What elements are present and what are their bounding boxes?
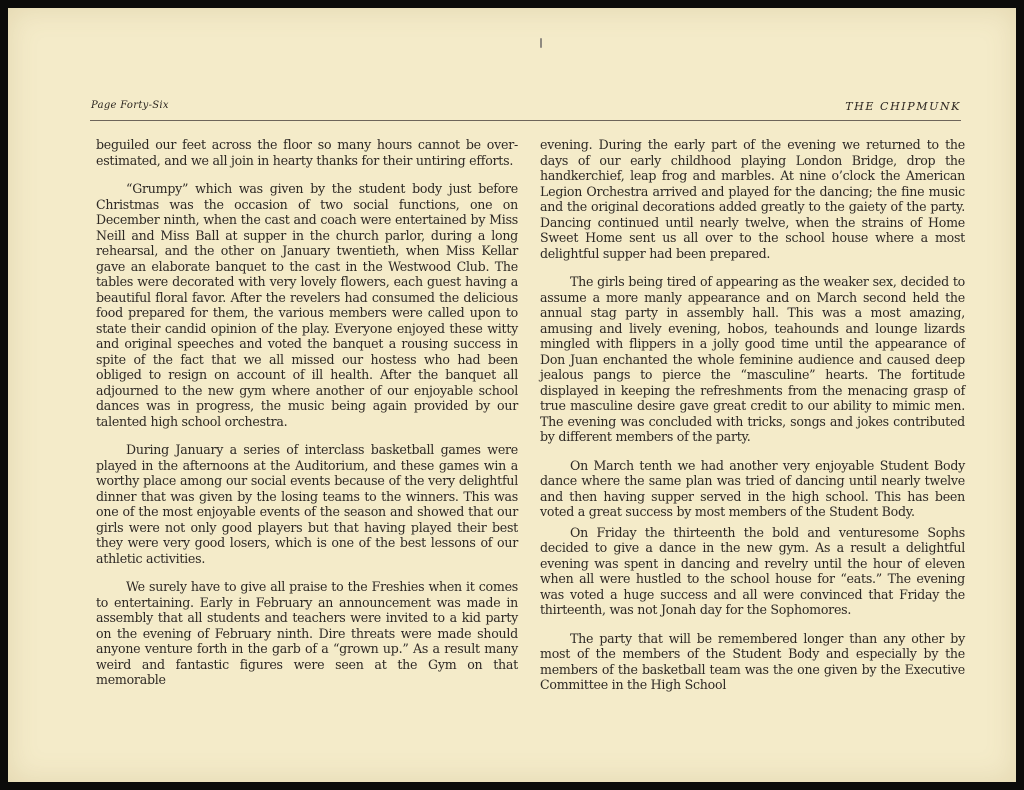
page-number-header: Page Forty-Six <box>91 100 169 111</box>
left-paragraph-2: “Grumpy” which was given by the student body just before Christmas was the occasion of two social functions, one on December ninth, when the cast and coach were entertained by Miss Neill and Miss Ball at supper in the church parlor, during a long rehearsal, and the other on January twentieth, when Miss Kellar gave an elaborate banquet to the cast in the Westwood Club. The tables were decorated with very lovely flowers, each guest having a beautiful floral favor. After the revelers had consumed the delicious food prepared for them, the various members were called upon to state their candid opinion of the play. Everyone enjoyed these witty and original speeches and voted the banquet a rousing success in spite of the fact that we all missed our hostess who had been obliged to resign on account of ill health. After the banquet all adjourned to the new gym where another of our enjoyable school dances was in progress, the music being again provided by our talented high school orchestra. <box>96 181 518 429</box>
left-column <box>96 137 518 701</box>
binding-mark <box>540 38 542 48</box>
left-paragraph-3: During January a series of interclass basketball games were played in the afternoons at the Auditorium, and these games win a worthy place among our social events because of the very delightful dinner that was given by the losing teams to the winners. This was one of the most enjoyable events of the season and showed that our girls were not only good players but that having played their best they were very good losers, which is one of the best lessons of our athletic activities. <box>96 442 518 566</box>
right-column <box>540 137 965 706</box>
right-paragraph-2: The girls being tired of appearing as the weaker sex, decided to assume a more manly appearance and on March second held the annual stag party in assembly hall. This was a most amazing, amusing and lively evening, hobos, teahounds and lounge lizards mingled with flippers in a jolly good time until the appearance of Don Juan enchanted the whole feminine audience and caused deep jealous pangs to pierce the “masculine” hearts. The fortitude displayed in keeping the refreshments from the menacing grasp of true masculine desire gave great credit to our ability to mimic men. The evening was concluded with tricks, songs and jokes contributed by different members of the party. <box>540 274 965 444</box>
left-paragraph-4: We surely have to give all praise to the Freshies when it comes to entertaining. Early in February an announcement was made in assembly that all students and teachers were invited to a kid party on the evening of February ninth. Dire threats were made should anyone venture forth in the garb of a “grown up.” As a result many weird and fantastic figures were seen at the Gym on that memorable <box>96 579 518 687</box>
right-paragraph-1: evening. During the early part of the evening we returned to the days of our early childhood playing London Bridge, drop the handkerchief, leap frog and marbles. At nine o’clock the American Legion Orchestra arrived and played for the dancing; the fine music and the original decorations added greatly to the gaiety of the party. Dancing continued until nearly twelve, when the strains of Home Sweet Home sent us all over to the school house where a most delightful supper had been prepared. <box>540 137 965 261</box>
publication-title-header: THE CHIPMUNK <box>845 100 961 113</box>
right-paragraph-5: The party that will be remembered longer than any other by most of the members of the Student Body and especially by the members of the basketball team was the one given by the Executive Committee in the High School <box>540 630 965 692</box>
left-paragraph-1: beguiled our feet across the floor so many hours cannot be over-estimated, and we all join in hearty thanks for their untiring efforts. <box>96 137 518 168</box>
document-page <box>8 8 1016 782</box>
header-rule <box>90 120 961 121</box>
right-paragraph-4: On Friday the thirteenth the bold and venturesome Sophs decided to give a dance in the new gym. As a result a delightful evening was spent in dancing and revelry until the hour of eleven when all were hustled to the school house for “eats.” The evening was voted a huge success and all were convinced that Friday the thirteenth, was not Jonah day for the Sophomores. <box>540 524 965 617</box>
right-paragraph-3: On March tenth we had another very enjoyable Student Body dance where the same plan was tried of dancing until nearly twelve and then having supper served in the high school. This has been voted a great success by most members of the Student Body. <box>540 457 965 519</box>
